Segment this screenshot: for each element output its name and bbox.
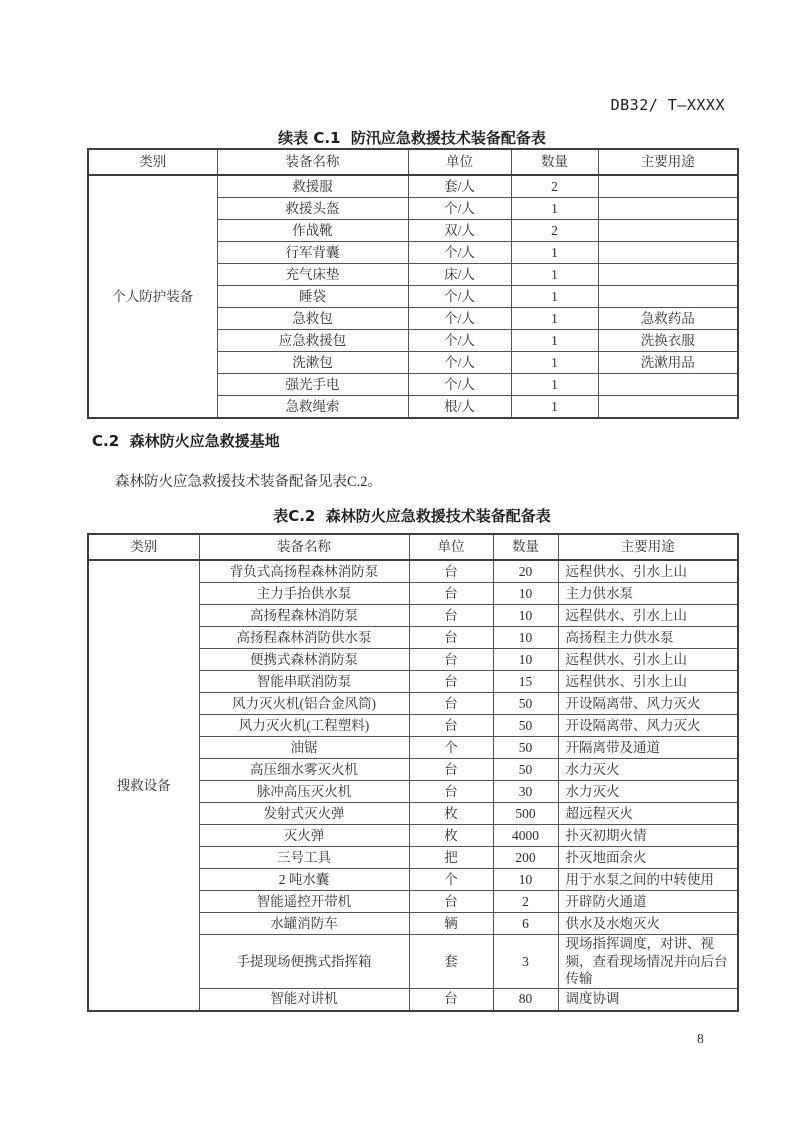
unit-cell: 个/人 [408,286,511,308]
quantity-cell: 10 [493,869,558,891]
equipment-name-cell: 风力灭火机(工程塑料) [199,715,409,737]
quantity-cell: 2 [511,220,598,242]
equipment-name-cell: 脉冲高压灭火机 [199,781,409,803]
quantity-cell: 30 [493,781,558,803]
unit-cell: 个/人 [408,308,511,330]
usage-cell: 远程供水、引水上山 [558,649,738,671]
usage-cell [598,175,738,198]
quantity-cell: 1 [511,264,598,286]
unit-cell: 床/人 [408,264,511,286]
column-header-unit: 单位 [409,534,493,560]
equipment-name-cell: 发射式灭火弹 [199,803,409,825]
unit-cell: 个/人 [408,330,511,352]
column-header-usage: 主要用途 [558,534,738,560]
equipment-name-cell: 救援服 [217,175,408,198]
table-row [88,175,738,198]
column-header-category: 类别 [88,149,217,175]
unit-cell: 个/人 [408,242,511,264]
unit-cell: 台 [409,649,493,671]
usage-cell: 水力灭火 [558,759,738,781]
table-c1-header [88,149,738,175]
usage-cell: 洗换衣服 [598,330,738,352]
equipment-name-cell: 洗漱包 [217,352,408,374]
quantity-cell: 500 [493,803,558,825]
unit-cell: 套/人 [408,175,511,198]
usage-cell: 远程供水、引水上山 [558,671,738,693]
equipment-name-cell: 高压细水雾灭火机 [199,759,409,781]
quantity-cell: 10 [493,583,558,605]
unit-cell: 台 [409,715,493,737]
quantity-cell: 1 [511,396,598,419]
usage-cell: 超远程灭火 [558,803,738,825]
quantity-cell: 10 [493,605,558,627]
usage-cell: 开辟防火通道 [558,891,738,913]
equipment-name-cell: 高扬程森林消防供水泵 [199,627,409,649]
unit-cell: 枚 [409,803,493,825]
table-c2-body [88,560,738,1011]
header-row [88,149,738,175]
quantity-cell: 4000 [493,825,558,847]
usage-cell: 扑灭初期火情 [558,825,738,847]
usage-cell [598,396,738,419]
section-heading-c2: C.2 森林防火应急救援基地 [92,432,280,450]
quantity-cell: 1 [511,242,598,264]
equipment-name-cell: 灭火弹 [199,825,409,847]
table-row [88,560,738,583]
category-cell: 搜救设备 [88,560,199,1011]
column-header-equipment: 装备名称 [199,534,409,560]
usage-cell: 洗漱用品 [598,352,738,374]
usage-cell: 现场指挥调度，对讲、视频，查看现场情况并向后台传输 [558,935,738,989]
equipment-name-cell: 充气床垫 [217,264,408,286]
quantity-cell: 1 [511,352,598,374]
unit-cell: 台 [409,781,493,803]
equipment-name-cell: 救援头盔 [217,198,408,220]
equipment-name-cell: 睡袋 [217,286,408,308]
equipment-name-cell: 水罐消防车 [199,913,409,935]
equipment-name-cell: 便携式森林消防泵 [199,649,409,671]
column-header-unit: 单位 [408,149,511,175]
equipment-name-cell: 手提现场便携式指挥箱 [199,935,409,989]
column-header-category: 类别 [88,534,199,560]
quantity-cell: 50 [493,693,558,715]
equipment-name-cell: 油锯 [199,737,409,759]
unit-cell: 根/人 [408,396,511,419]
equipment-name-cell: 背负式高扬程森林消防泵 [199,560,409,583]
unit-cell: 辆 [409,913,493,935]
usage-cell: 开设隔离带、风力灭火 [558,693,738,715]
usage-cell: 急救药品 [598,308,738,330]
table-c1 [87,148,739,419]
equipment-name-cell: 应急救援包 [217,330,408,352]
equipment-name-cell: 急救包 [217,308,408,330]
usage-cell: 远程供水、引水上山 [558,560,738,583]
table-c2-header [88,534,738,560]
usage-cell: 远程供水、引水上山 [558,605,738,627]
category-cell: 个人防护装备 [88,175,217,418]
equipment-name-cell: 行军背囊 [217,242,408,264]
unit-cell: 个 [409,737,493,759]
page-number: 8 [697,1031,704,1046]
unit-cell: 双/人 [408,220,511,242]
header-row [88,534,738,560]
unit-cell: 台 [409,891,493,913]
equipment-name-cell: 强光手电 [217,374,408,396]
quantity-cell: 50 [493,759,558,781]
table-c1-body [88,175,738,418]
equipment-name-cell: 三号工具 [199,847,409,869]
quantity-cell: 1 [511,308,598,330]
quantity-cell: 50 [493,737,558,759]
usage-cell [598,264,738,286]
quantity-cell: 2 [511,175,598,198]
usage-cell: 开隔离带及通道 [558,737,738,759]
quantity-cell: 50 [493,715,558,737]
column-header-equipment: 装备名称 [217,149,408,175]
equipment-name-cell: 智能对讲机 [199,988,409,1011]
unit-cell: 个/人 [408,198,511,220]
quantity-cell: 1 [511,330,598,352]
section-paragraph: 森林防火应急救援技术装备配备见表C.2。 [115,474,383,490]
quantity-cell: 10 [493,627,558,649]
column-header-usage: 主要用途 [598,149,738,175]
equipment-name-cell: 风力灭火机(铝合金风筒) [199,693,409,715]
quantity-cell: 10 [493,649,558,671]
quantity-cell: 200 [493,847,558,869]
unit-cell: 台 [409,671,493,693]
equipment-name-cell: 作战靴 [217,220,408,242]
usage-cell [598,286,738,308]
unit-cell: 个/人 [408,374,511,396]
unit-cell: 台 [409,583,493,605]
table-c1-title: 续表 C.1 防汛应急救援技术装备配备表 [278,129,546,147]
quantity-cell: 6 [493,913,558,935]
unit-cell: 台 [409,988,493,1011]
unit-cell: 套 [409,935,493,989]
document-code-header: DB32/ T—XXXX [610,96,725,114]
usage-cell: 调度协调 [558,988,738,1011]
usage-cell: 水力灭火 [558,781,738,803]
equipment-name-cell: 智能串联消防泵 [199,671,409,693]
quantity-cell: 1 [511,198,598,220]
unit-cell: 台 [409,605,493,627]
equipment-name-cell: 急救绳索 [217,396,408,419]
unit-cell: 台 [409,560,493,583]
quantity-cell: 80 [493,988,558,1011]
unit-cell: 台 [409,693,493,715]
table-c2-title: 表C.2 森林防火应急救援技术装备配备表 [273,507,551,525]
unit-cell: 个 [409,869,493,891]
usage-cell [598,242,738,264]
equipment-name-cell: 主力手抬供水泵 [199,583,409,605]
table-c2 [87,533,739,1012]
usage-cell [598,220,738,242]
unit-cell: 台 [409,627,493,649]
unit-cell: 台 [409,759,493,781]
quantity-cell: 20 [493,560,558,583]
equipment-name-cell: 2 吨水囊 [199,869,409,891]
usage-cell: 供水及水炮灭火 [558,913,738,935]
quantity-cell: 2 [493,891,558,913]
column-header-quantity: 数量 [493,534,558,560]
equipment-name-cell: 高扬程森林消防泵 [199,605,409,627]
usage-cell: 开设隔离带、风力灭火 [558,715,738,737]
usage-cell: 扑灭地面余火 [558,847,738,869]
unit-cell: 枚 [409,825,493,847]
usage-cell [598,374,738,396]
usage-cell [598,198,738,220]
quantity-cell: 1 [511,286,598,308]
unit-cell: 个/人 [408,352,511,374]
quantity-cell: 1 [511,374,598,396]
unit-cell: 把 [409,847,493,869]
column-header-quantity: 数量 [511,149,598,175]
usage-cell: 主力供水泵 [558,583,738,605]
usage-cell: 用于水泵之间的中转使用 [558,869,738,891]
quantity-cell: 3 [493,935,558,989]
quantity-cell: 15 [493,671,558,693]
equipment-name-cell: 智能遥控开带机 [199,891,409,913]
usage-cell: 高扬程主力供水泵 [558,627,738,649]
